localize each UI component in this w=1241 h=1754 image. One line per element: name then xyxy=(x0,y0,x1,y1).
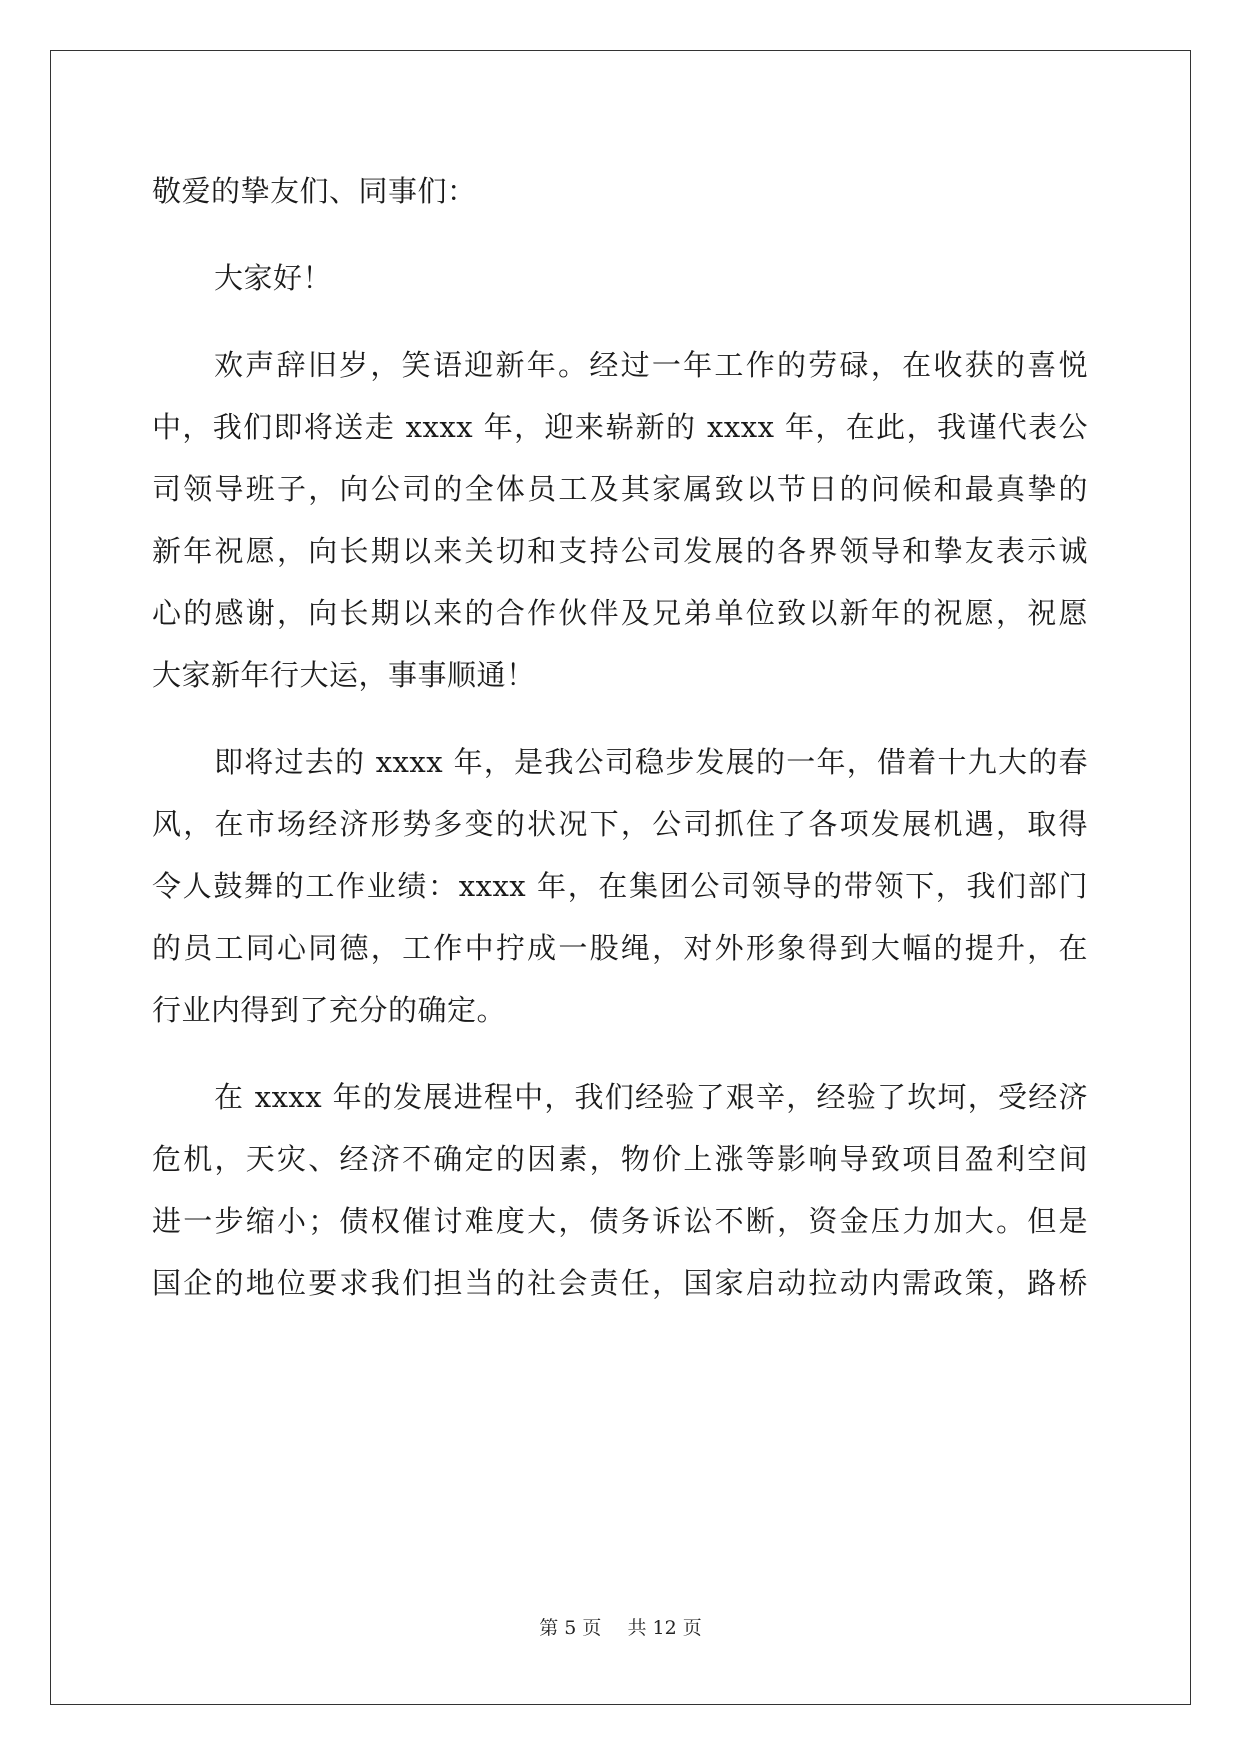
paragraph-line: 国企的地位要求我们担当的社会责任，国家启动拉动内需政策，路桥 xyxy=(152,1266,1088,1300)
paragraph-line: 大家新年行大运，事事顺通！ xyxy=(152,658,536,692)
document-body xyxy=(152,160,1088,1339)
page-number: 第 5 页 xyxy=(539,1617,602,1639)
paragraph-line: 中，我们即将送走 xxxx 年，迎来崭新的 xxxx 年，在此，我谨代表公 xyxy=(152,410,1088,444)
paragraph-3 xyxy=(152,1066,1088,1314)
paragraph-1 xyxy=(152,334,1088,706)
paragraph-line: 欢声辞旧岁，笑语迎新年。经过一年工作的劳碌，在收获的喜悦 xyxy=(214,348,1088,382)
paragraph-line: 即将过去的 xxxx 年，是我公司稳步发展的一年，借着十九大的春 xyxy=(214,745,1088,779)
paragraph-line: 在 xxxx 年的发展进程中，我们经验了艰辛，经验了坎坷，受经济 xyxy=(214,1080,1088,1114)
page-footer xyxy=(0,1613,1241,1640)
paragraph-2 xyxy=(152,731,1088,1041)
salutation: 敬爱的挚友们、同事们： xyxy=(152,174,477,208)
paragraph-line: 新年祝愿，向长期以来关切和支持公司发展的各界领导和挚友表示诚 xyxy=(152,534,1088,568)
paragraph-line: 司领导班子，向公司的全体员工及其家属致以节日的问候和最真挚的 xyxy=(152,472,1088,506)
paragraph-line: 行业内得到了充分的确定。 xyxy=(152,993,507,1027)
paragraph-line: 风，在市场经济形势多变的状况下，公司抓住了各项发展机遇，取得 xyxy=(152,807,1088,841)
paragraph-line: 令人鼓舞的工作业绩：xxxx 年，在集团公司领导的带领下，我们部门 xyxy=(152,869,1088,903)
paragraph-line: 心的感谢，向长期以来的合作伙伴及兄弟单位致以新年的祝愿，祝愿 xyxy=(152,596,1088,630)
greeting: 大家好！ xyxy=(214,261,333,295)
paragraph-line: 的员工同心同德，工作中拧成一股绳，对外形象得到大幅的提升，在 xyxy=(152,931,1088,965)
page-count: 共 12 页 xyxy=(627,1617,702,1639)
paragraph-line: 危机，天灾、经济不确定的因素，物价上涨等影响导致项目盈利空间 xyxy=(152,1142,1088,1176)
paragraph-line: 进一步缩小；债权催讨难度大，债务诉讼不断，资金压力加大。但是 xyxy=(152,1204,1088,1238)
